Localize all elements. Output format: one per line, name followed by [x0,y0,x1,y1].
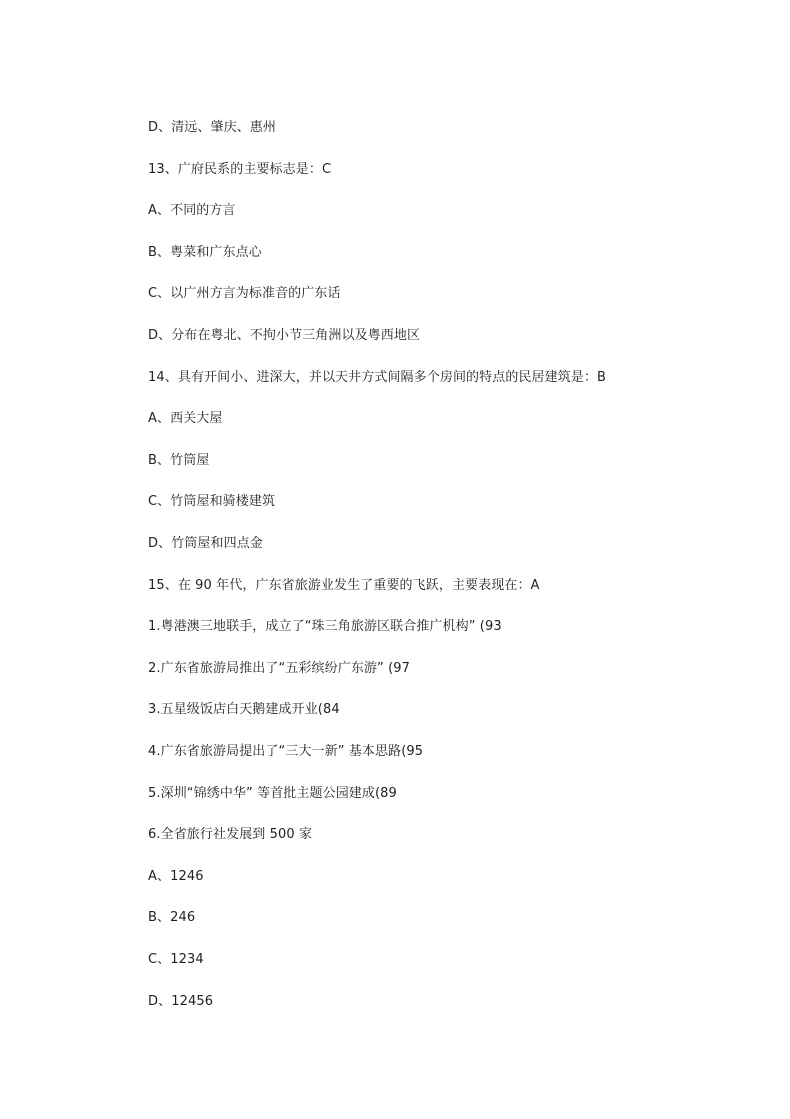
q15-item-3: 3.五星级饭店白天鹅建成开业(84 [148,702,340,717]
q15-option-d: D、12456 [148,994,214,1009]
q15-item-6: 6.全省旅行社发展到 500 家 [148,827,313,842]
q15-option-a: A、1246 [148,869,204,884]
q15-option-b: B、246 [148,910,196,925]
q15-item-5: 5.深圳“锦绣中华” 等首批主题公园建成(89 [148,786,397,801]
q13-option-d: D、分布在粤北、不拘小节三角洲以及粤西地区 [148,328,421,343]
q14-option-b: B、竹筒屋 [148,453,210,468]
q15-question: 15、在 90 年代，广东省旅游业发生了重要的飞跃，主要表现在：A [148,578,540,593]
q13-option-a: A、不同的方言 [148,203,236,218]
q15-option-c: C、1234 [148,952,204,967]
q12-option-d: D、清远、肇庆、惠州 [148,120,277,135]
q14-option-a: A、西关大屋 [148,411,223,426]
q14-option-c: C、竹筒屋和骑楼建筑 [148,494,276,509]
q14-option-d: D、竹筒屋和四点金 [148,536,263,551]
q15-item-4: 4.广东省旅游局提出了“三大一新” 基本思路(95 [148,744,424,759]
q15-item-2: 2.广东省旅游局推出了“五彩缤纷广东游” (97 [148,661,411,676]
q13-question: 13、广府民系的主要标志是：C [148,162,332,177]
q15-item-1: 1.粤港澳三地联手，成立了“珠三角旅游区联合推广机构” (93 [148,619,502,634]
q14-question: 14、具有开间小、进深大，并以天井方式间隔多个房间的特点的民居建筑是：B [148,370,607,385]
q13-option-c: C、以广州方言为标准音的广东话 [148,286,341,301]
q13-option-b: B、粤菜和广东点心 [148,245,262,260]
